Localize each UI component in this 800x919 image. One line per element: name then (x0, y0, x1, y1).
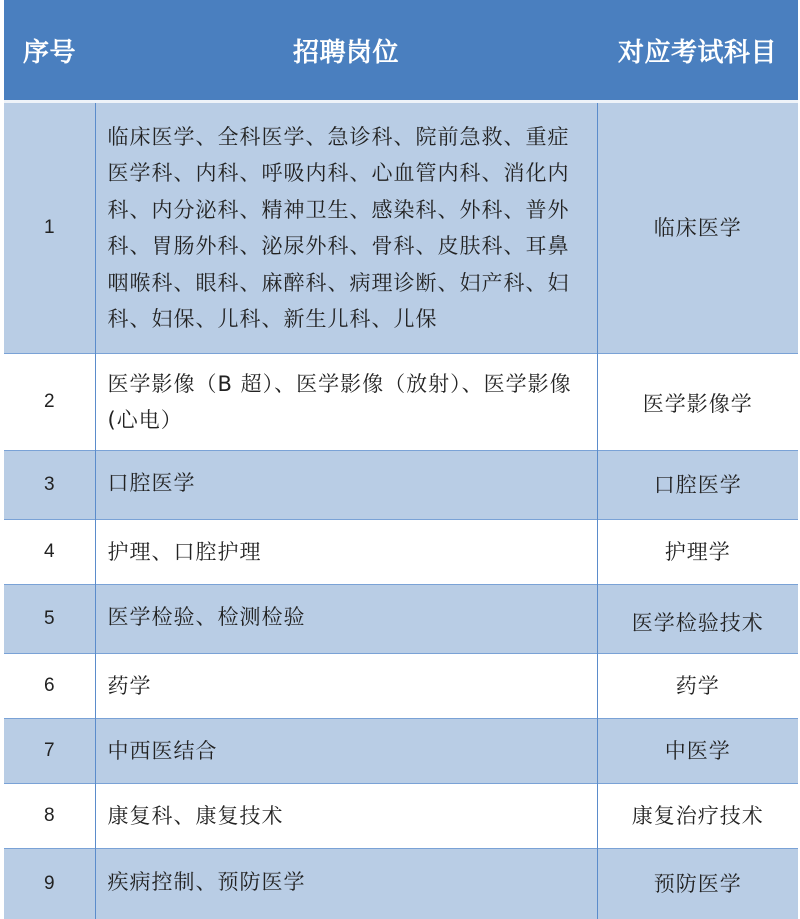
table-row (4, 451, 798, 520)
header-serial-number: 序号 (4, 0, 95, 102)
table-row (4, 784, 798, 849)
table-row (4, 520, 798, 585)
row-position-text: 中西医结合 (108, 733, 587, 770)
table-row (4, 849, 798, 919)
table-row (4, 102, 798, 354)
row-subject (597, 102, 798, 354)
row-subject (597, 451, 798, 520)
row-subject-text: 预防医学 (654, 872, 742, 896)
row-position-text: 疾病控制、预防医学 (108, 864, 587, 901)
row-subject (597, 784, 798, 849)
row-position (95, 719, 597, 784)
row-number: 9 (4, 849, 95, 919)
row-subject-text: 口腔医学 (654, 473, 742, 497)
row-subject (597, 520, 798, 585)
row-position (95, 849, 597, 919)
row-position-text: 药学 (108, 668, 587, 705)
row-subject-text: 医学影像学 (643, 392, 753, 416)
recruitment-table (4, 0, 798, 919)
row-subject-text: 医学检验技术 (632, 611, 764, 635)
row-number: 7 (4, 719, 95, 784)
table-row (4, 654, 798, 719)
row-subject-text: 护理学 (665, 540, 731, 564)
row-subject-text: 药学 (676, 674, 720, 698)
row-position-text: 康复科、康复技术 (108, 798, 587, 835)
row-subject-text: 中医学 (665, 739, 731, 763)
row-number: 1 (4, 102, 95, 354)
row-position (95, 102, 597, 354)
row-position (95, 520, 597, 585)
row-position-text: 护理、口腔护理 (108, 534, 587, 571)
row-position (95, 585, 597, 654)
row-position (95, 654, 597, 719)
row-position (95, 451, 597, 520)
row-position-text: 医学影像（B 超）、医学影像（放射）、医学影像(心电） (108, 366, 587, 439)
row-number: 5 (4, 585, 95, 654)
row-subject (597, 849, 798, 919)
row-number: 8 (4, 784, 95, 849)
row-position-text: 口腔医学 (108, 465, 587, 502)
row-position-text: 临床医学、全科医学、急诊科、院前急救、重症医学科、内科、呼吸内科、心血管内科、消化内科、内分泌科、精神卫生、感染科、外科、普外科、胃肠外科、泌尿外科、骨科、皮肤科、耳鼻咽喉科、眼科、麻醉科、病理诊断、妇产科、妇科、妇保、儿科、新生儿科、儿保 (108, 119, 587, 338)
row-number: 6 (4, 654, 95, 719)
row-position (95, 354, 597, 451)
header-position: 招聘岗位 (95, 0, 597, 102)
row-subject-text: 康复治疗技术 (632, 804, 764, 828)
row-subject (597, 719, 798, 784)
row-subject (597, 354, 798, 451)
row-number: 3 (4, 451, 95, 520)
header-exam-subject: 对应考试科目 (597, 0, 798, 102)
row-subject-text: 临床医学 (654, 216, 742, 240)
table-header (4, 0, 798, 102)
table-row (4, 719, 798, 784)
table-row (4, 354, 798, 451)
row-position-text: 医学检验、检测检验 (108, 599, 587, 636)
row-subject (597, 654, 798, 719)
row-subject (597, 585, 798, 654)
row-number: 2 (4, 354, 95, 451)
table-row (4, 585, 798, 654)
row-position (95, 784, 597, 849)
row-number: 4 (4, 520, 95, 585)
